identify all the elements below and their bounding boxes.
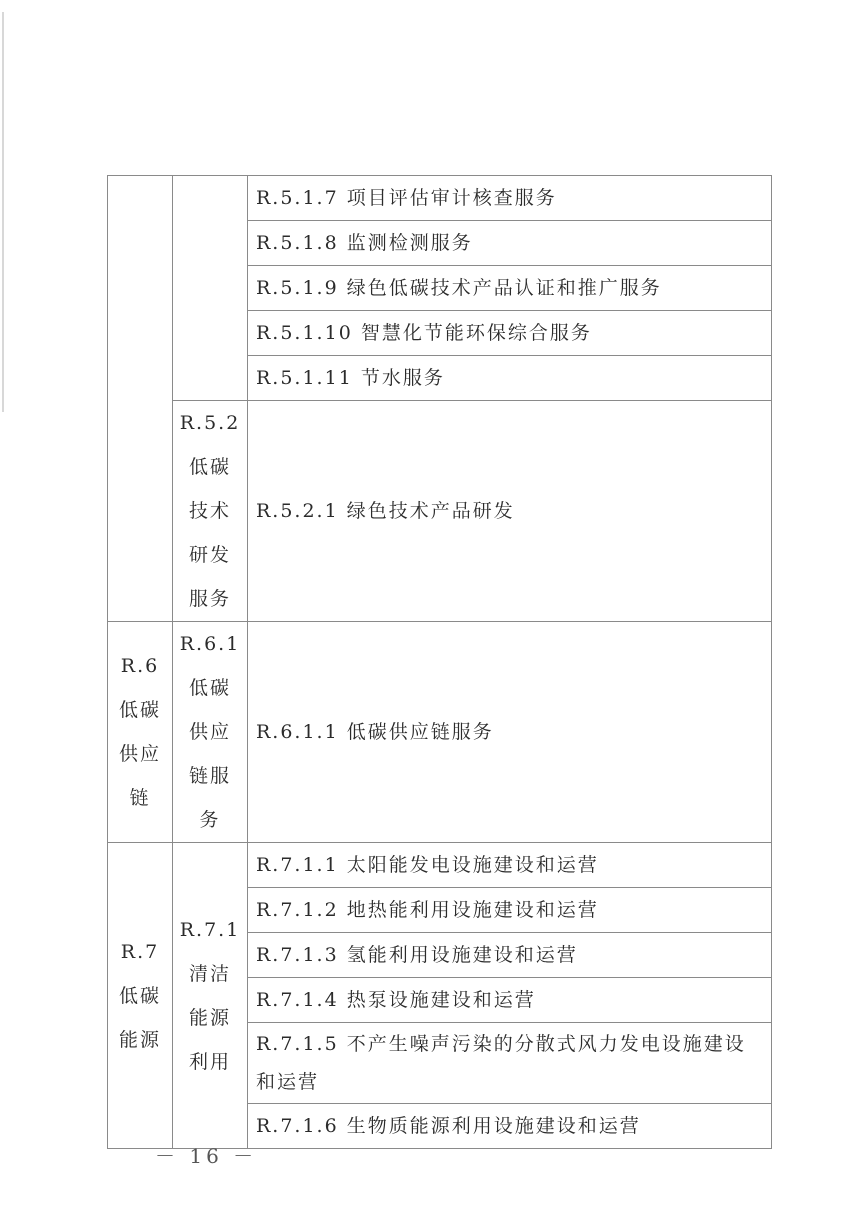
subcategory-name-line: 低碳 (188, 677, 231, 699)
subcategory-name-line: 能源 (188, 1006, 231, 1029)
subcategory-code: R.6.1 (179, 633, 241, 655)
category-cell (108, 843, 173, 1149)
category-code: R.6 (120, 655, 160, 677)
classification-table (107, 175, 772, 1149)
subcategory-code: R.5.2 (179, 412, 241, 434)
subcategory-name-line: 研发 (188, 544, 231, 566)
item-cell: R.7.1.6 生物质能源利用设施建设和运营 (248, 1104, 772, 1149)
category-cell-empty (108, 176, 173, 622)
item-cell: R.7.1.4 热泵设施建设和运营 (248, 978, 772, 1023)
category-name-line: 低碳 (118, 699, 161, 721)
table-row (108, 176, 772, 221)
item-cell: R.5.2.1 绿色技术产品研发 (248, 401, 772, 622)
item-cell: R.7.1.3 氢能利用设施建设和运营 (248, 933, 772, 978)
category-cell (108, 622, 173, 843)
item-cell: R.5.1.8 监测检测服务 (248, 221, 772, 266)
subcategory-name-line: 利用 (188, 1050, 231, 1073)
item-cell: R.5.1.10 智慧化节能环保综合服务 (248, 311, 772, 356)
subcategory-name-line: 服务 (188, 588, 231, 610)
table-row (108, 843, 772, 888)
subcategory-name-line: 清洁 (188, 962, 231, 985)
scan-edge-line (2, 12, 4, 412)
subcategory-code: R.7.1 (179, 918, 241, 941)
item-cell: R.5.1.11 节水服务 (248, 356, 772, 401)
subcategory-name-line: 链服 (188, 765, 231, 787)
subcategory-name-line: 务 (199, 809, 221, 831)
table-row (108, 622, 772, 843)
subcategory-name-line: 技术 (188, 500, 231, 522)
subcategory-name-line: 供应 (188, 721, 231, 743)
category-name-line: 供应 (118, 743, 161, 765)
item-cell: R.5.1.9 绿色低碳技术产品认证和推广服务 (248, 266, 772, 311)
item-cell: R.7.1.1 太阳能发电设施建设和运营 (248, 843, 772, 888)
category-code: R.7 (120, 940, 160, 963)
subcategory-cell (173, 401, 248, 622)
subcategory-cell (173, 843, 248, 1149)
subcategory-cell-empty (173, 176, 248, 401)
page-number: － 16 － (155, 1144, 258, 1168)
category-name-line: 低碳 (118, 984, 161, 1007)
subcategory-name-line: 低碳 (188, 456, 231, 478)
category-name-line: 链 (129, 787, 151, 809)
item-cell: R.7.1.2 地热能利用设施建设和运营 (248, 888, 772, 933)
item-cell: R.6.1.1 低碳供应链服务 (248, 622, 772, 843)
item-cell: R.7.1.5 不产生噪声污染的分散式风力发电设施建设和运营 (248, 1023, 772, 1104)
table-row (108, 401, 772, 622)
subcategory-cell (173, 622, 248, 843)
category-name-line: 能源 (118, 1028, 161, 1051)
item-cell: R.5.1.7 项目评估审计核查服务 (248, 176, 772, 221)
